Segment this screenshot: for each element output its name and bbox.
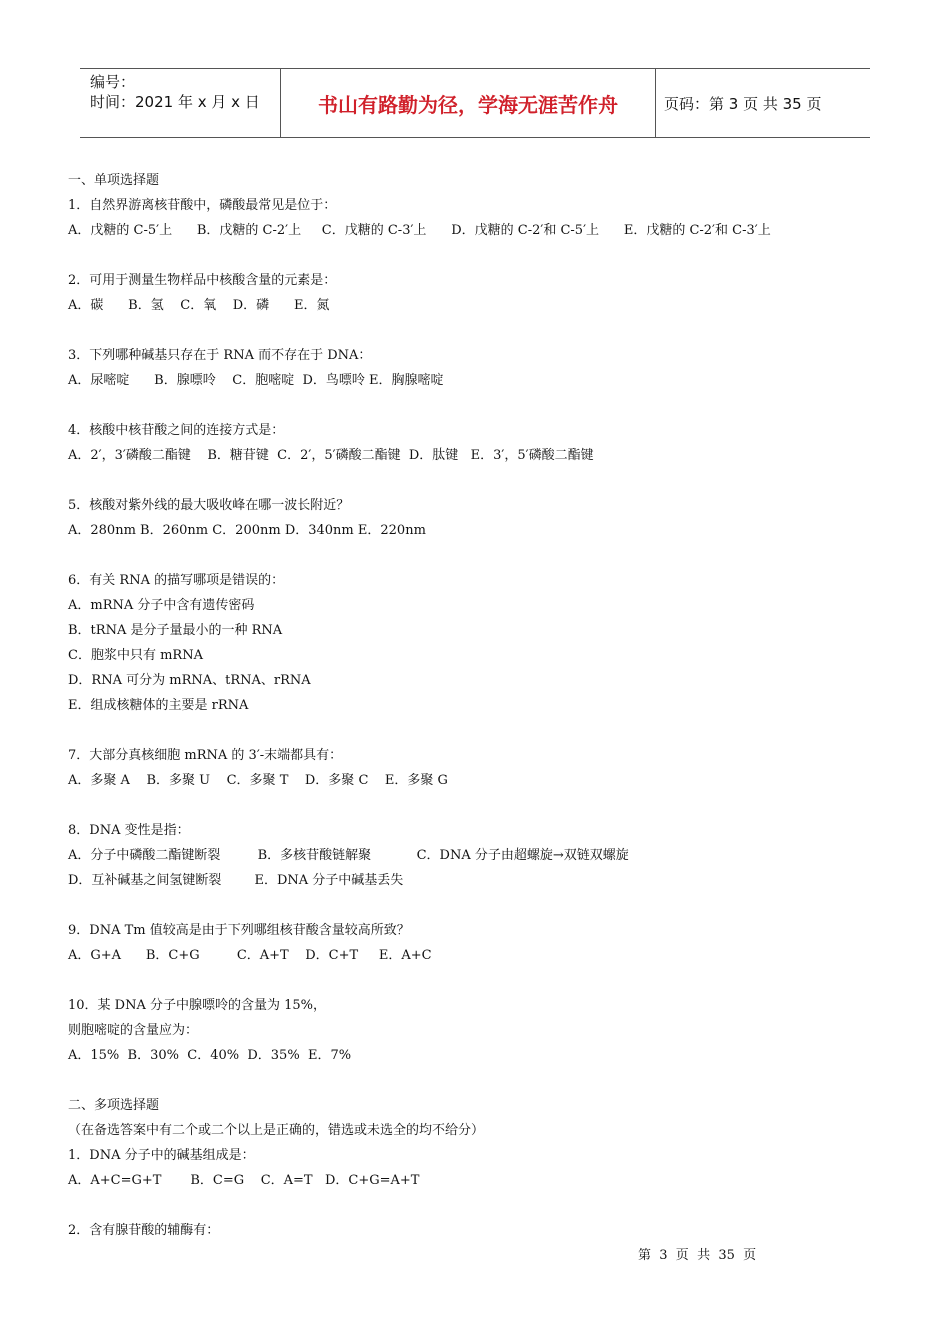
spacer [68, 468, 888, 493]
question-stem: 6．有关 RNA 的描写哪项是错误的： [68, 573, 285, 588]
question-stem: 3．下列哪种碱基只存在于 RNA 而不存在于 DNA： [68, 348, 372, 363]
page-footer: 第 3 页 共 35 页 [638, 1248, 757, 1263]
question-option: A．A+C=G+T B．C=G C．A=T D．C+G=A+T [68, 1173, 420, 1188]
question-option: A．15% B．30% C．40% D．35% E．7% [68, 1048, 352, 1063]
question-option: E．组成核糖体的主要是 rRNA [68, 698, 249, 713]
question-option: A．2′，3′磷酸二酯键 B．糖苷键 C．2′，5′磷酸二酯键 D．肽键 E．3′，5′磷酸二酯键 [68, 448, 594, 463]
section-title: 一、单项选择题 [68, 173, 160, 188]
question-stem: 8．DNA 变性是指： [68, 823, 190, 838]
date-label: 时间：2021 年 x 月 x 日 [90, 93, 260, 111]
question-option: A．尿嘧啶 B．腺嘌呤 C．胞嘧啶 D．鸟嘌呤 E．胸腺嘧啶 [68, 373, 444, 388]
question-option: 则胞嘧啶的含量应为： [68, 1023, 199, 1038]
section-note: （在备选答案中有二个或二个以上是正确的，错选或未选全的均不给分） [68, 1123, 485, 1138]
question-option: C．胞浆中只有 mRNA [68, 648, 203, 663]
header-page-info: 页码：第 3 页 共 35 页 [664, 94, 822, 113]
spacer [68, 968, 888, 993]
question-option: A．280nm B．260nm C．200nm D．340nm E．220nm [68, 523, 426, 538]
question-stem: 4．核酸中核苷酸之间的连接方式是： [68, 423, 285, 438]
question-stem: 2．含有腺苷酸的辅酶有： [68, 1223, 220, 1238]
spacer [68, 718, 888, 743]
spacer [68, 1193, 888, 1218]
question-option: A．G+A B．C+G C．A+T D．C+T E．A+C [68, 948, 432, 963]
question-option: D．互补碱基之间氢键断裂 E．DNA 分子中碱基丢失 [68, 873, 404, 888]
spacer [68, 243, 888, 268]
question-option: A．戊糖的 C-5′上 B．戊糖的 C-2′上 C．戊糖的 C-3′上 D．戊糖的 C-2′和 C-5′上 E．戊糖的 C-2′和 C-3′上 [68, 223, 771, 238]
spacer [68, 1068, 888, 1093]
question-option: B．tRNA 是分子量最小的一种 RNA [68, 623, 283, 638]
question-stem: 1．DNA 分子中的碱基组成是： [68, 1148, 255, 1163]
question-stem: 10．某 DNA 分子中腺嘌呤的含量为 15%， [68, 998, 327, 1013]
question-stem: 1．自然界游离核苷酸中，磷酸最常见是位于： [68, 198, 337, 213]
header-meta [80, 69, 280, 137]
question-stem: 7．大部分真核细胞 mRNA 的 3′-末端都具有： [68, 748, 343, 763]
question-stem: 5．核酸对紫外线的最大吸收峰在哪一波长附近？ [68, 498, 350, 513]
motto: 书山有路勤为径，学海无涯苦作舟 [280, 69, 656, 137]
spacer [68, 318, 888, 343]
spacer [68, 543, 888, 568]
question-stem: 9．DNA Tm 值较高是由于下列哪组核苷酸含量较高所致？ [68, 923, 410, 938]
question-option: D．RNA 可分为 mRNA、tRNA、rRNA [68, 673, 311, 688]
section-title: 二、多项选择题 [68, 1098, 160, 1113]
question-option: A．多聚 A B．多聚 U C．多聚 T D．多聚 C E．多聚 G [68, 773, 448, 788]
spacer [68, 393, 888, 418]
question-stem: 2．可用于测量生物样品中核酸含量的元素是： [68, 273, 337, 288]
spacer [68, 793, 888, 818]
document-body [68, 168, 888, 1243]
question-option: A．mRNA 分子中含有遗传密码 [68, 598, 255, 613]
question-option: A．碳 B．氢 C．氧 D．磷 E．氮 [68, 298, 330, 313]
spacer [68, 893, 888, 918]
question-option: A．分子中磷酸二酯键断裂 B．多核苷酸链解聚 C．DNA 分子由超螺旋→双链双螺旋 [68, 848, 629, 863]
document-header [80, 68, 870, 138]
number-label: 编号： [90, 73, 136, 91]
